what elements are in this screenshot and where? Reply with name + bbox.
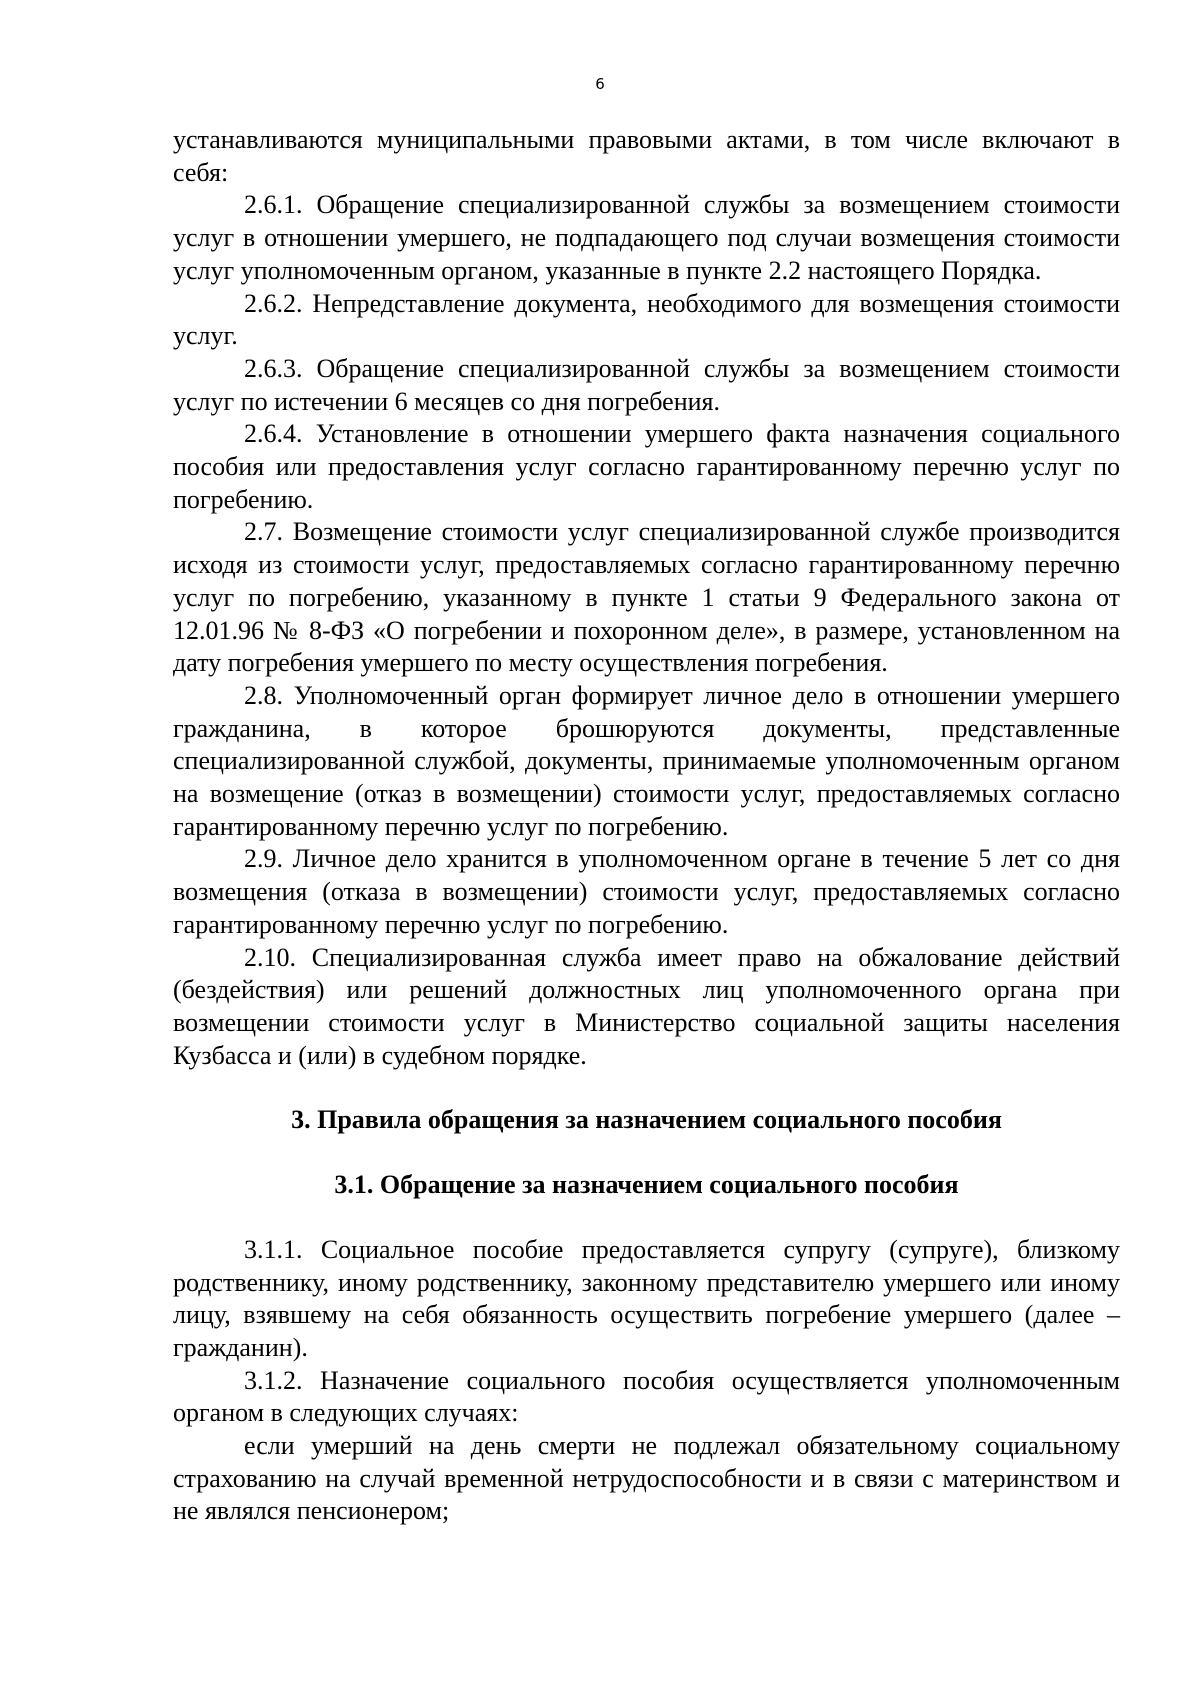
paragraph-2-8: 2.8. Уполномоченный орган формирует личное дело в отношении умершего гражданина, в которое брошюруются документы, представленные специализированной службой, документы, принимаемые уполномоченным органом на возмещение (отказ в возмещении) стоимости услуг, предоставляемых согласно гарантированному перечню услуг по погребению. — [173, 680, 1120, 841]
paragraph-2-6-4: 2.6.4. Установление в отношении умершего факта назначения социального пособия или предоставления услуг согласно гарантированному перечню услуг по погребению. — [173, 419, 1120, 514]
paragraph-2-6-2: 2.6.2. Непредставление документа, необходимого для возмещения стоимости услуг. — [173, 288, 1120, 351]
document-body — [173, 124, 1120, 1528]
paragraph-2-6-3: 2.6.3. Обращение специализированной службы за возмещением стоимости услуг по истечении 6 месяцев со дня погребения. — [173, 353, 1120, 416]
paragraph-2-7: 2.7. Возмещение стоимости услуг специализированной службе производится исходя из стоимости услуг, предоставляемых согласно гарантированному перечню услуг по погребению, указанному в пункте 1 статьи 9 Федерального закона от 12.01.96 № 8-ФЗ «О погребении и похоронном деле», в размере, установленном на дату погребения умершего по месту осуществления погребения. — [173, 517, 1120, 678]
paragraph-2-6-1: 2.6.1. Обращение специализированной службы за возмещением стоимости услуг в отношении умершего, не подпадающего под случаи возмещения стоимости услуг уполномоченным органом, указанные в пункте 2.2 настоящего Порядка. — [173, 190, 1120, 285]
paragraph-3-1-1: 3.1.1. Социальное пособие предоставляется супругу (супруге), близкому родственнику, иному родственнику, законному представителю умершего или иному лицу, взявшему на себя обязанность осуществить погребение умершего (далее – гражданин). — [173, 1234, 1120, 1362]
paragraph-case-1: если умерший на день смерти не подлежал обязательному социальному страхованию на случай временной нетрудоспособности и в связи с материнством и не являлся пенсионером; — [173, 1431, 1120, 1526]
paragraph-2-10: 2.10. Специализированная служба имеет право на обжалование действий (бездействия) или решений должностных лиц уполномоченного органа при возмещении стоимости услуг в Министерство социальной защиты населения Кузбасса и (или) в судебном порядке. — [173, 942, 1120, 1070]
paragraph-3-1-2: 3.1.2. Назначение социального пособия осуществляется уполномоченным органом в следующих случаях: — [173, 1365, 1120, 1428]
paragraph-2-9: 2.9. Личное дело хранится в уполномоченном органе в течение 5 лет со дня возмещения (отказа в возмещении) стоимости услуг, предоставляемых согласно гарантированному перечню услуг по погребению. — [173, 844, 1120, 939]
page-number: 6 — [595, 75, 605, 93]
section-heading: 3. Правила обращения за назначением социального пособия — [291, 1105, 1002, 1135]
subsection-heading: 3.1. Обращение за назначением социального пособия — [334, 1170, 959, 1200]
paragraph-continuation: устанавливаются муниципальными правовыми актами, в том числе включают в себя: — [173, 125, 1120, 187]
